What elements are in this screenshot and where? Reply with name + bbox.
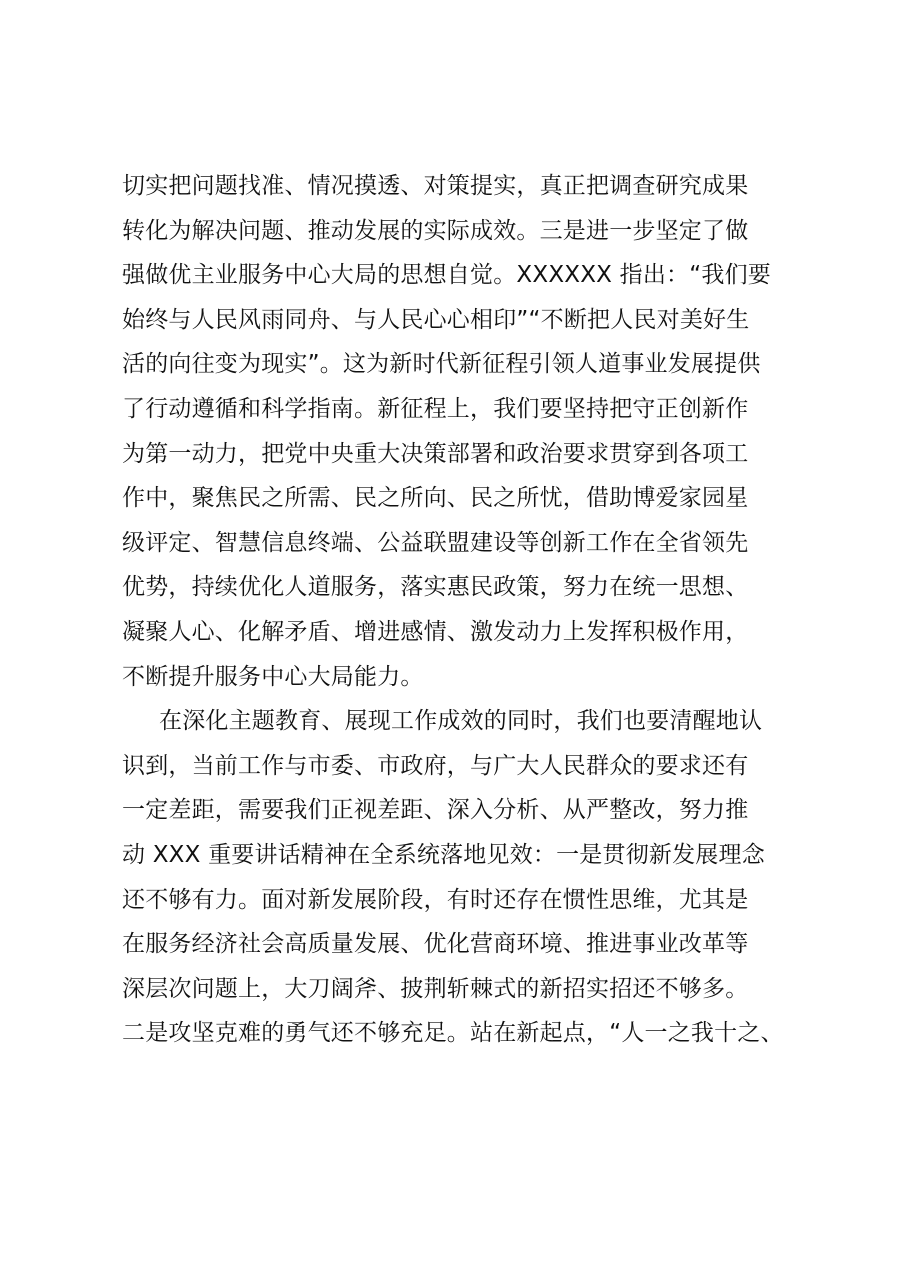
text-line: 凝聚人心、化解矛盾、增进感情、激发动力上发挥积极作用， xyxy=(122,618,749,645)
text-line: 一定差距，需要我们正视差距、深入分析、从严整改，努力推 xyxy=(122,797,749,824)
text-line: 作中，聚焦民之所需、民之所向、民之所忧，借助博爱家园星 xyxy=(122,485,749,512)
document-body xyxy=(122,164,822,1056)
text-line: 深层次问题上，大刀阔斧、披荆斩棘式的新招实招还不够多。 xyxy=(122,975,749,1002)
paragraph-first-line: 在深化主题教育、展现工作成效的同时，我们也要清醒地认 xyxy=(159,708,763,735)
text-line: 转化为解决问题、推动发展的实际成效。三是进一步坚定了做 xyxy=(122,217,749,244)
text-line: 二是攻坚克难的勇气还不够充足。站在新起点，“人一之我十之、 xyxy=(122,1020,784,1047)
text-line: 级评定、智慧信息终端、公益联盟建设等创新工作在全省领先 xyxy=(122,529,749,556)
text-line: 活的向往变为现实”。这为新时代新征程引领人道事业发展提供 xyxy=(122,351,761,378)
text-line: 切实把问题找准、情况摸透、对策提实，真正把调查研究成果 xyxy=(122,173,749,199)
text-line: 在服务经济社会高质量发展、优化营商环境、推进事业改革等 xyxy=(122,931,749,958)
text-line: 不断提升服务中心大局能力。 xyxy=(122,663,424,690)
text-line: 为第一动力，把党中央重大决策部署和政治要求贯穿到各项工 xyxy=(122,440,749,467)
text-line: 优势，持续优化人道服务，落实惠民政策，努力在统一思想、 xyxy=(122,574,749,601)
text-line: 识到，当前工作与市委、市政府，与广大人民群众的要求还有 xyxy=(122,752,749,779)
text-line: 强做优主业服务中心大局的思想自觉。XXXXXX 指出：“我们要 xyxy=(122,262,771,289)
text-line: 了行动遵循和科学指南。新征程上，我们要坚持把守正创新作 xyxy=(122,395,749,422)
text-line: 动 XXX 重要讲话精神在全系统落地见效：一是贯彻新发展理念 xyxy=(122,841,765,868)
text-line: 始终与人民风雨同舟、与人民心心相印”“不断把人民对美好生 xyxy=(122,306,750,333)
text-line: 还不够有力。面对新发展阶段，有时还存在惯性思维，尤其是 xyxy=(122,886,749,913)
